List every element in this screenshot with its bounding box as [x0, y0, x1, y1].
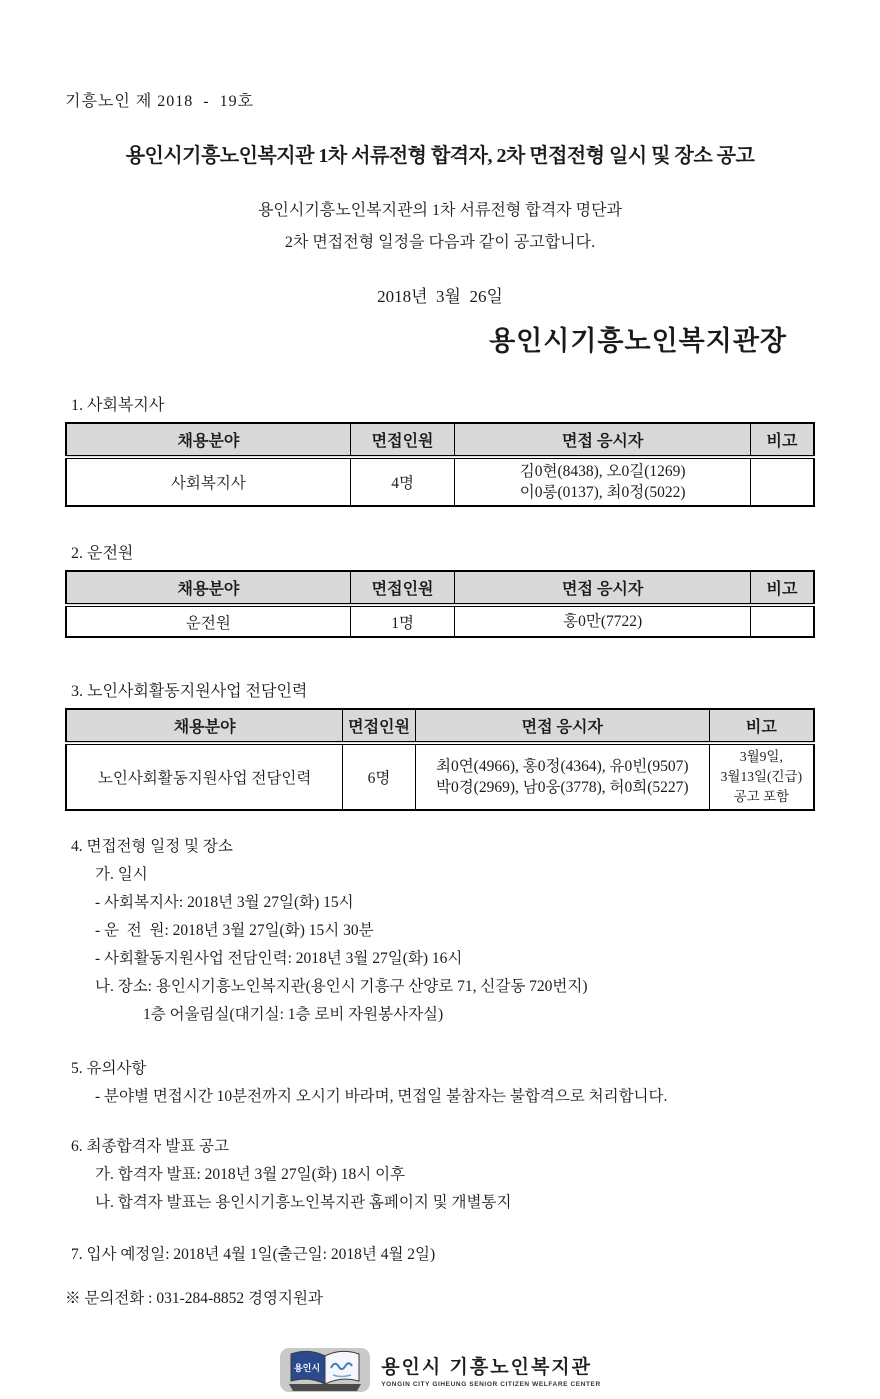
section-label-senior-support: 3. 노인사회활동지원사업 전담인력 [71, 683, 308, 700]
field-cell: 운전원 [66, 605, 350, 637]
section-label-driver: 2. 운전원 [71, 545, 134, 562]
org-name: 용인시 기흥노인복지관 [381, 1357, 593, 1378]
note-cell [709, 743, 814, 810]
table-header-row [66, 709, 814, 743]
schedule-line: 가. 일시 [95, 866, 148, 883]
logo-left-page-text: 용인시 [294, 1363, 321, 1373]
col-header-field: 채용분야 [66, 709, 343, 743]
count-cell: 1명 [350, 605, 455, 637]
final-line: 가. 합격자 발표: 2018년 3월 27일(화) 18시 이후 [95, 1166, 406, 1183]
section-label-social-worker: 1. 사회복지사 [71, 397, 165, 414]
applicants-line: 이0롱(0137), 최0정(5022) [519, 484, 686, 501]
driver-table [65, 570, 815, 638]
field-cell: 사회복지사 [66, 457, 350, 506]
col-header-count: 면접인원 [350, 571, 455, 605]
section-interview-schedule [65, 833, 815, 1029]
note-cell [750, 605, 814, 637]
table-header-row [66, 571, 814, 605]
final-title: 6. 최종합격자 발표 공고 [71, 1138, 230, 1155]
col-header-note: 비고 [750, 571, 814, 605]
footer-logo [65, 1341, 815, 1399]
table-row [66, 743, 814, 810]
table-header-row [66, 423, 814, 457]
final-line: 나. 합격자 발표는 용인시기흥노인복지관 홈페이지 및 개별통지 [95, 1194, 512, 1211]
col-header-note: 비고 [750, 423, 814, 457]
note-line: 3월13일(긴급) [720, 769, 803, 784]
document-subtitle-line2: 2차 면접전형 일정을 다음과 같이 공고합니다. [284, 234, 596, 251]
schedule-line: 나. 장소: 용인시기흥노인복지관(용인시 기흥구 산양로 71, 신갈동 720번지) [95, 978, 588, 995]
count-cell: 6명 [343, 743, 416, 810]
applicants-cell [455, 605, 750, 637]
document-title: 용인시기흥노인복지관 1차 서류전형 합격자, 2차 면접전형 일시 및 장소 공고 [125, 145, 755, 167]
note-line: 공고 포함 [733, 789, 790, 804]
issuer-signature: 용인시기흥노인복지관장 [489, 326, 787, 356]
table-row [66, 457, 814, 506]
schedule-title: 4. 면접전형 일정 및 장소 [71, 838, 233, 855]
section-start-date [65, 1241, 815, 1269]
count-cell: 4명 [350, 457, 455, 506]
col-header-field: 채용분야 [66, 571, 350, 605]
col-header-note: 비고 [709, 709, 814, 743]
open-book-icon [279, 1341, 371, 1399]
applicants-cell [455, 457, 750, 506]
schedule-line: - 운 전 원: 2018년 3월 27일(화) 15시 30분 [95, 922, 374, 939]
social-worker-table [65, 422, 815, 507]
applicants-line: 박0경(2969), 남0웅(3778), 허0희(5227) [435, 779, 689, 796]
document-subtitle-line1: 용인시기흥노인복지관의 1차 서류전형 합격자 명단과 [257, 202, 623, 219]
applicants-line: 홍0만(7722) [563, 613, 643, 630]
col-header-field: 채용분야 [66, 423, 350, 457]
start-date-line: 7. 입사 예정일: 2018년 4월 1일(출근일: 2018년 4월 2일) [71, 1246, 436, 1263]
applicants-line: 김0현(8438), 오0길(1269) [519, 463, 686, 480]
note-line: 3월9일, [739, 749, 783, 764]
schedule-line: - 사회활동지원사업 전담인력: 2018년 3월 27일(화) 16시 [95, 950, 463, 967]
schedule-line: 1층 어울림실(대기실: 1층 로비 자원봉사자실) [143, 1006, 444, 1023]
applicants-cell [415, 743, 709, 810]
section-notice [65, 1055, 815, 1111]
senior-support-table [65, 708, 815, 811]
col-header-applicants: 면접 응시자 [415, 709, 709, 743]
section-final-announcement [65, 1133, 815, 1217]
field-cell: 노인사회활동지원사업 전담인력 [66, 743, 343, 810]
applicants-line: 최0연(4966), 홍0정(4364), 유0빈(9507) [435, 758, 689, 775]
contact-phone-line: ※ 문의전화 : 031-284-8852 경영지원과 [65, 1290, 323, 1307]
col-header-count: 면접인원 [343, 709, 416, 743]
col-header-applicants: 면접 응시자 [455, 423, 750, 457]
document-number: 기흥노인 제 2018 - 19호 [65, 93, 255, 110]
note-cell [750, 457, 814, 506]
col-header-count: 면접인원 [350, 423, 455, 457]
notice-line: - 분야별 면접시간 10분전까지 오시기 바라며, 면접일 불참자는 불합격으로 처리합니다. [95, 1088, 668, 1105]
schedule-line: - 사회복지사: 2018년 3월 27일(화) 15시 [95, 894, 354, 911]
document-date: 2018년 3월 26일 [377, 287, 503, 306]
table-row [66, 605, 814, 637]
notice-title: 5. 유의사항 [71, 1060, 147, 1077]
col-header-applicants: 면접 응시자 [455, 571, 750, 605]
org-name-english: YONGIN CITY GIHEUNG SENIOR CITIZEN WELFARE CENTER [381, 1381, 601, 1388]
org-text-block [381, 1352, 601, 1388]
